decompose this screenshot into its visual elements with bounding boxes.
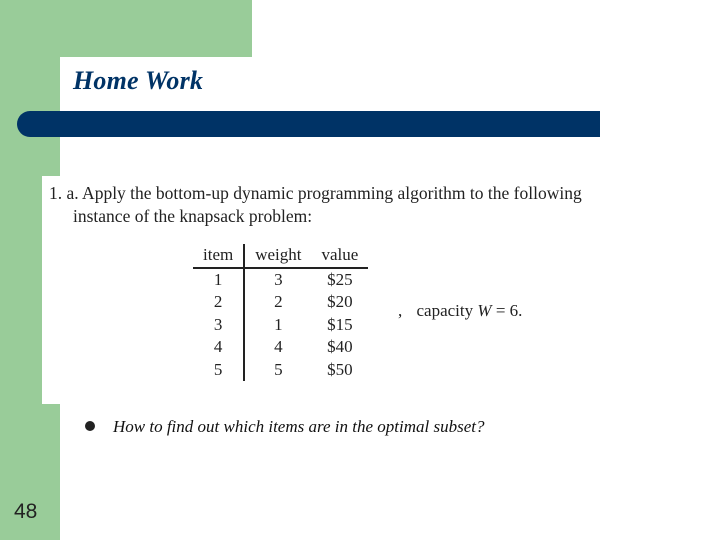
weight-cell: 2 xyxy=(274,292,283,311)
item-cell: 3 xyxy=(193,314,244,337)
item-cell: 2 xyxy=(193,291,244,314)
weight-cell: 5 xyxy=(274,359,283,379)
value-cell: $20 xyxy=(327,292,353,311)
problem-line-1: 1. a. Apply the bottom-up dynamic programming algorithm to the following xyxy=(49,183,582,203)
problem-statement xyxy=(42,176,682,404)
title-divider-bar xyxy=(17,111,600,137)
table-row xyxy=(193,314,368,337)
slide-title: Home Work xyxy=(73,66,204,95)
table-row xyxy=(193,268,368,292)
weight-cell: 4 xyxy=(274,337,283,356)
table-row xyxy=(193,291,368,314)
item-cell: 4 xyxy=(193,336,244,359)
weight-cell: 1 xyxy=(274,314,283,334)
value-cell: $15 xyxy=(327,314,353,334)
column-header-weight: weight xyxy=(244,244,311,268)
capacity-label: capacity xyxy=(416,301,474,320)
problem-line-2: instance of the knapsack problem: xyxy=(73,206,313,226)
item-cell: 1 xyxy=(193,268,244,292)
knapsack-table xyxy=(193,244,368,381)
value-cell: $50 xyxy=(327,359,353,379)
capacity-comma: , xyxy=(398,301,403,320)
value-cell: $40 xyxy=(327,337,353,356)
item-cell: 5 xyxy=(193,359,244,382)
capacity-variable: W xyxy=(477,301,492,320)
bullet-text: How to find out which items are in the optimal subset? xyxy=(113,417,485,436)
capacity-statement xyxy=(398,301,522,321)
weight-cell: 3 xyxy=(274,269,283,289)
page-number: 48 xyxy=(14,500,38,523)
column-header-value: value xyxy=(312,244,369,268)
table-row xyxy=(193,359,368,382)
column-header-item: item xyxy=(193,244,244,268)
bullet-dot-icon xyxy=(85,421,95,431)
value-cell: $25 xyxy=(327,269,353,289)
capacity-value: = 6. xyxy=(491,301,523,320)
top-green-band xyxy=(0,0,252,57)
table-row xyxy=(193,336,368,359)
table-header-row xyxy=(193,244,368,268)
